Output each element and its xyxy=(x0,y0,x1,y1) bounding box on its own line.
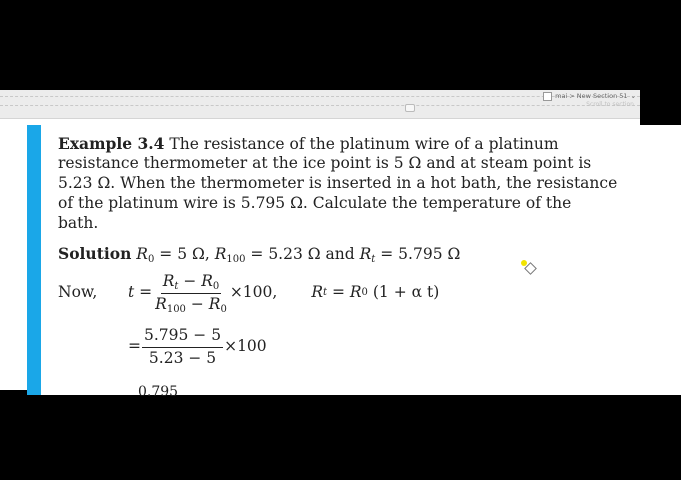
example-text-1: The resistance of the platinum wire of a platinum xyxy=(169,135,559,153)
calculation-numerator: 5.795 − 5 xyxy=(142,326,223,348)
example-heading: Example 3.4 xyxy=(58,134,165,153)
resize-handle[interactable] xyxy=(405,104,415,112)
example-accent-bar xyxy=(27,125,41,395)
example-line-5: bath. xyxy=(58,214,99,232)
section-checkbox[interactable] xyxy=(543,92,552,101)
calculation-denominator: 5.23 − 5 xyxy=(148,348,217,367)
temperature-fraction: $\frac{R_t - R_0}{R_{100} - R_0}$ xyxy=(155,272,227,315)
chevron-down-icon[interactable]: ⌄ xyxy=(630,92,636,100)
calculation-fraction xyxy=(142,326,223,369)
section-hint: Scroll to section xyxy=(586,101,634,108)
example-line-3: 5.23 Ω. When the thermometer is inserted in a hot bath, the resistance xyxy=(58,174,618,192)
example-line-1 xyxy=(58,134,559,155)
example-line-4: of the platinum wire is 5.795 Ω. Calculate the temperature of the xyxy=(58,194,572,212)
document-viewport xyxy=(0,90,640,400)
formula-rhs: (1 + α t) xyxy=(372,283,440,302)
app-top-bar xyxy=(0,90,640,119)
formula-factor: ×100, xyxy=(229,283,278,302)
example-line-2: resistance thermometer at the ice point is 5 Ω and at steam point is xyxy=(58,154,592,172)
r100-value: = 5.23 Ω and xyxy=(250,245,355,263)
solution-line: Solution $R_0 = 5$ Ω, $R_{100} = 5.23$ Ω and $R_t = 5.795$ Ω xyxy=(58,244,461,265)
calculation-line: = $\frac{5.795 - 5}{5.23 - 5}$ ×100 xyxy=(128,326,267,367)
solution-heading: Solution xyxy=(58,244,132,263)
rt-value: = 5.795 Ω xyxy=(380,245,461,263)
formula-line: Now, t = $\frac{R_t - R_0}{R_{100} - R_0}$ ×100, R t = R 0 (1 + α t) xyxy=(58,272,440,315)
partial-next-line: 0.795 xyxy=(138,384,179,400)
r0-value: = 5 Ω, xyxy=(159,245,210,263)
mouse-cursor xyxy=(521,260,531,270)
now-label: Now, xyxy=(58,283,98,302)
ruler-divider xyxy=(0,105,640,106)
section-label[interactable]: mai > New Section 51 xyxy=(555,92,628,100)
calculation-factor: ×100 xyxy=(224,337,267,356)
